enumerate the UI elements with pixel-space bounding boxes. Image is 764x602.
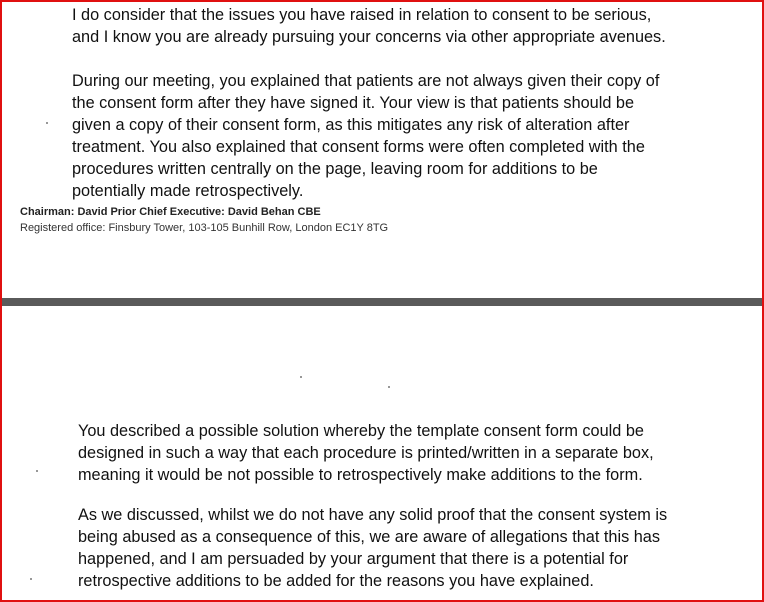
footer-registered-office: Registered office: Finsbury Tower, 103-105 Bunhill Row, London EC1Y 8TG: [20, 222, 389, 234]
paragraph-proposed-solution: You described a possible solution whereby the template consent form could be designed in such a way that each procedure is printed/written in a separate box, meaning it would be not possible to retrospectively make additions to the form.: [78, 422, 654, 484]
paragraph-consent-serious: I do consider that the issues you have raised in relation to consent to be serious, and I know you are already pursuing your concerns via other appropriate avenues.: [72, 6, 666, 46]
paragraph-allegations: As we discussed, whilst we do not have any solid proof that the consent system is being abused as a consequence of this, we are aware of allegations that this has happened, and I am persuaded by your argument that there is a potential for retrospective additions to be added for the reasons you have explained.: [78, 506, 668, 590]
paragraph-meeting-explanation: During our meeting, you explained that patients are not always given their copy of the consent form after they have signed it. Your view is that patients should be given a copy of their consent form, as this mitigates any risk of alteration after treatment. You also explained that consent forms were often completed with the procedures written centrally on the page, leaving room for additions to be potentially made retrospectively.: [72, 72, 660, 200]
footer-officers: Chairman: David Prior Chief Executive: David Behan CBE: [20, 206, 321, 218]
